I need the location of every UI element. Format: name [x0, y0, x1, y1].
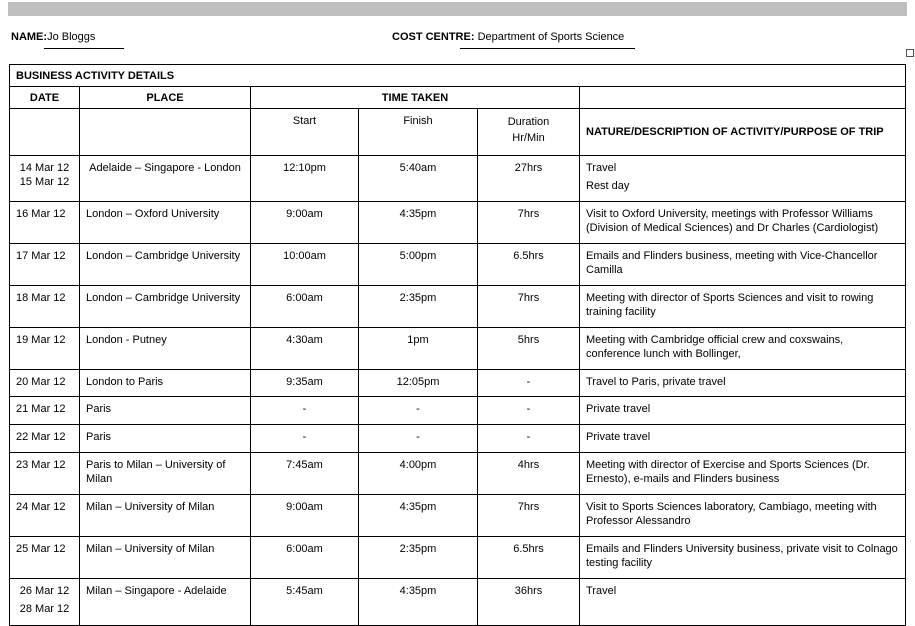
row-date	[10, 579, 80, 626]
row-date: 21 Mar 12	[10, 397, 80, 425]
table-row	[10, 579, 906, 626]
subheader-blank-place	[80, 109, 251, 156]
row-finish: -	[359, 425, 478, 453]
cost-centre-value: Department of Sports Science	[477, 31, 625, 43]
table-row	[10, 286, 906, 328]
top-grey-bar	[8, 2, 907, 16]
row-date: 24 Mar 12	[10, 495, 80, 537]
row-duration: 6.5hrs	[478, 537, 580, 579]
row-nature-line2: Rest day	[586, 180, 630, 192]
row-place: Paris	[80, 425, 251, 453]
row-date-end: 15 Mar 12	[19, 176, 70, 188]
row-start: 12:10pm	[251, 156, 359, 202]
row-nature: Meeting with director of Sports Sciences and visit to rowing training facility	[580, 286, 906, 328]
row-finish: 5:40am	[359, 156, 478, 202]
name-value: Jo Bloggs	[47, 31, 96, 43]
table-row	[10, 537, 906, 579]
row-duration: -	[478, 425, 580, 453]
row-start: 9:35am	[251, 370, 359, 397]
header-duration-line2: Hr/Min	[512, 132, 545, 144]
row-nature: Visit to Oxford University, meetings with Professor Williams (Division of Medical Sciences) and Dr Charles (Cardiologist)	[580, 202, 906, 244]
row-duration: 6.5hrs	[478, 244, 580, 286]
business-activity-table	[9, 64, 906, 626]
row-date: 22 Mar 12	[10, 425, 80, 453]
row-start: -	[251, 397, 359, 425]
row-nature: Private travel	[580, 397, 906, 425]
row-place: London – Cambridge University	[80, 244, 251, 286]
header-date: DATE	[10, 87, 80, 109]
row-nature	[580, 156, 906, 202]
row-nature: Meeting with director of Exercise and Sports Sciences (Dr. Ernesto), e-mails and Flinders business	[580, 453, 906, 495]
header-start: Start	[251, 109, 359, 156]
table-row	[10, 453, 906, 495]
row-place: Milan – University of Milan	[80, 537, 251, 579]
row-duration: -	[478, 370, 580, 397]
row-date: 23 Mar 12	[10, 453, 80, 495]
row-place: Paris to Milan – University of Milan	[80, 453, 251, 495]
header-finish: Finish	[359, 109, 478, 156]
row-date: 18 Mar 12	[10, 286, 80, 328]
row-start: 9:00am	[251, 495, 359, 537]
table-row	[10, 328, 906, 370]
row-nature: Meeting with Cambridge official crew and coxswains, conference lunch with Bollinger,	[580, 328, 906, 370]
table-row	[10, 397, 906, 425]
table-row	[10, 202, 906, 244]
row-duration: 7hrs	[478, 495, 580, 537]
row-start: -	[251, 425, 359, 453]
name-label: NAME:	[11, 31, 48, 43]
row-nature: Emails and Flinders business, meeting with Vice-Chancellor Camilla	[580, 244, 906, 286]
subheader-blank-date	[10, 109, 80, 156]
header-place: PLACE	[80, 87, 251, 109]
row-place: Adelaide – Singapore - London	[80, 156, 251, 202]
row-place: London - Putney	[80, 328, 251, 370]
row-place: Paris	[80, 397, 251, 425]
row-finish: 4:00pm	[359, 453, 478, 495]
header-duration-line1: Duration	[507, 116, 550, 128]
name-underline	[44, 48, 124, 49]
row-start: 10:00am	[251, 244, 359, 286]
row-place: London – Cambridge University	[80, 286, 251, 328]
row-date-start: 14 Mar 12	[19, 162, 70, 174]
row-nature: Emails and Flinders University business, private visit to Colnago testing facility	[580, 537, 906, 579]
row-nature: Travel	[580, 579, 906, 626]
row-nature: Private travel	[580, 425, 906, 453]
row-date	[10, 156, 80, 202]
row-date: 16 Mar 12	[10, 202, 80, 244]
row-duration: -	[478, 397, 580, 425]
row-finish: 4:35pm	[359, 202, 478, 244]
row-start: 9:00am	[251, 202, 359, 244]
row-date-end: 28 Mar 12	[19, 603, 70, 615]
row-duration: 5hrs	[478, 328, 580, 370]
row-finish: 2:35pm	[359, 537, 478, 579]
row-finish: 12:05pm	[359, 370, 478, 397]
row-duration: 4hrs	[478, 453, 580, 495]
table-row	[10, 244, 906, 286]
cost-centre-underline	[460, 48, 635, 49]
table-row	[10, 156, 906, 202]
table-row	[10, 370, 906, 397]
row-start: 5:45am	[251, 579, 359, 626]
row-finish: 1pm	[359, 328, 478, 370]
row-start: 6:00am	[251, 537, 359, 579]
header-time-taken: TIME TAKEN	[251, 87, 580, 109]
row-start: 7:45am	[251, 453, 359, 495]
column-header-row	[10, 87, 906, 109]
row-date: 19 Mar 12	[10, 328, 80, 370]
row-place: Milan – University of Milan	[80, 495, 251, 537]
row-duration: 7hrs	[478, 286, 580, 328]
row-finish: 5:00pm	[359, 244, 478, 286]
row-date: 17 Mar 12	[10, 244, 80, 286]
row-finish: 2:35pm	[359, 286, 478, 328]
row-date: 25 Mar 12	[10, 537, 80, 579]
name-field	[11, 31, 95, 43]
subheader-row	[10, 109, 906, 156]
row-nature-line1: Travel	[586, 162, 617, 174]
cost-centre-field	[392, 31, 624, 43]
table-row	[10, 425, 906, 453]
header-blank	[580, 87, 906, 109]
row-duration: 7hrs	[478, 202, 580, 244]
row-nature: Travel to Paris, private travel	[580, 370, 906, 397]
cost-centre-label: COST CENTRE:	[392, 31, 475, 43]
header-duration	[478, 109, 580, 156]
row-finish: -	[359, 397, 478, 425]
row-duration: 36hrs	[478, 579, 580, 626]
row-nature: Visit to Sports Sciences laboratory, Cambiago, meeting with Professor Alessandro	[580, 495, 906, 537]
row-date-start: 26 Mar 12	[19, 585, 70, 597]
section-title: BUSINESS ACTIVITY DETAILS	[10, 65, 906, 87]
row-start: 4:30am	[251, 328, 359, 370]
row-finish: 4:35pm	[359, 495, 478, 537]
row-duration: 27hrs	[478, 156, 580, 202]
header-nature: NATURE/DESCRIPTION OF ACTIVITY/PURPOSE OF TRIP	[580, 109, 906, 156]
table-row	[10, 495, 906, 537]
row-place: Milan – Singapore - Adelaide	[80, 579, 251, 626]
row-place: London – Oxford University	[80, 202, 251, 244]
row-place: London to Paris	[80, 370, 251, 397]
section-title-row	[10, 65, 906, 87]
row-finish: 4:35pm	[359, 579, 478, 626]
row-start: 6:00am	[251, 286, 359, 328]
corner-checkbox-icon	[906, 49, 914, 57]
row-date: 20 Mar 12	[10, 370, 80, 397]
